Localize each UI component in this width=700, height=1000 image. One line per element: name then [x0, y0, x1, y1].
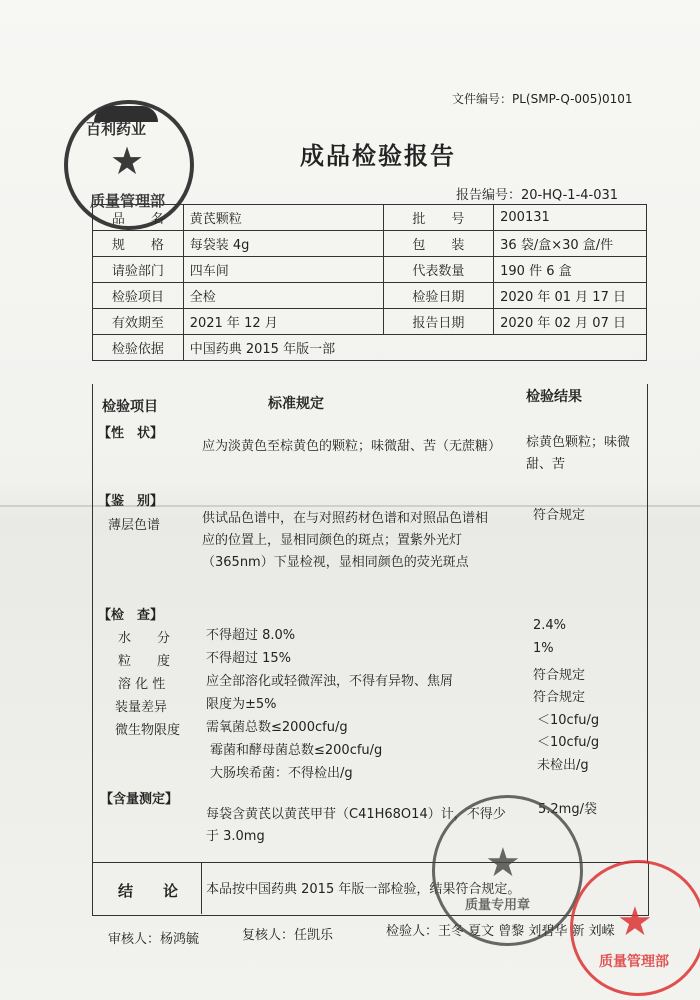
check-item-result: 符合规定: [533, 668, 586, 683]
label-cell: 包 装: [383, 231, 494, 257]
identification-result: 符合规定: [533, 508, 586, 523]
star-icon: ★: [485, 840, 521, 886]
column-header-result: 检验结果: [526, 389, 582, 405]
report-number: 报告编号：20-HQ-1-4-031: [456, 188, 619, 203]
frame-line: [92, 384, 93, 862]
check-item-name: 水 分: [118, 631, 171, 646]
frame-line: [647, 384, 648, 862]
red-quality-stamp: [570, 860, 700, 996]
value-cell: 中国药典 2015 年版一部: [183, 335, 646, 361]
value-cell: 2020 年 01 月 17 日: [494, 283, 647, 309]
page-title: 成品检验报告: [300, 142, 456, 170]
appearance-standard: 应为淡黄色至棕黄色的颗粒；味微甜、苦（无蔗糖）: [202, 439, 502, 454]
check-item-name: 粒 度: [118, 654, 171, 669]
check-item-name: 微生物限度: [115, 723, 181, 738]
conclusion-label: 结 论: [118, 882, 179, 900]
value-cell: 2021 年 12 月: [183, 309, 383, 335]
label-cell: 代表数量: [383, 257, 494, 283]
check-item-name: 溶 化 性: [118, 677, 166, 692]
value-cell: 200131: [494, 205, 647, 231]
value-cell: 四车间: [183, 257, 383, 283]
conclusion-text: 本品按中国药典 2015 年版一部检验，结果符合规定。: [206, 882, 521, 897]
info-table: [92, 204, 647, 361]
section-title-appearance: 【性 状】: [98, 426, 164, 441]
table-row: [93, 309, 647, 335]
check-item-standard: 应全部溶化或轻微浑浊，不得有异物、焦屑: [206, 674, 454, 689]
check-item-standard: 霉菌和酵母菌总数≤200cfu/g: [210, 743, 383, 758]
star-icon: ★: [110, 139, 145, 183]
check-item-result: 未检出/g: [537, 758, 589, 773]
label-cell: 请验部门: [93, 257, 184, 283]
value-cell: 2020 年 02 月 07 日: [494, 309, 647, 335]
document-number: 文件编号：PL(SMP-Q-005)0101: [452, 92, 633, 106]
check-item-result: 1%: [533, 641, 554, 656]
check-item-standard: 限度为±5%: [206, 697, 277, 712]
table-row: [93, 335, 647, 361]
value-cell: 全检: [183, 283, 383, 309]
label-cell: 检验项目: [93, 283, 184, 309]
conclusion-divider: [201, 862, 202, 914]
appearance-result: 棕黄色颗粒；味微甜、苦: [526, 435, 631, 472]
label-cell: 批 号: [383, 205, 494, 231]
section-title-check: 【检 查】: [98, 608, 164, 623]
table-row: [93, 283, 647, 309]
stamp-text: 质量管理部: [90, 192, 166, 210]
label-cell: 检验依据: [93, 335, 184, 361]
check-item-result: 2.4%: [533, 618, 567, 633]
label-cell: 报告日期: [383, 309, 494, 335]
table-row: [93, 205, 647, 231]
check-item-standard: 不得超过 15%: [206, 651, 292, 666]
assay-standard: 每袋含黄芪以黄芪甲苷（C41H68O14）计，不得少于 3.0mg: [206, 807, 506, 844]
section-title-identification: 【鉴 别】: [98, 494, 164, 509]
check-item-result: 符合规定: [533, 690, 586, 705]
identification-standard: 供试品色谱中，在与对照药材色谱和对照品色谱相应的位置上，显相同颜色的斑点；置紫外光灯（365nm）下显检视，显相同颜色的荧光斑点: [202, 511, 489, 570]
value-cell: 每袋装 4g: [183, 231, 383, 257]
label-cell: 检验日期: [383, 283, 494, 309]
value-cell: 190 件 6 盒: [494, 257, 647, 283]
value-cell: 黄芪颗粒: [183, 205, 383, 231]
check-item-standard: 需氧菌总数≤2000cfu/g: [206, 720, 348, 735]
star-icon: ★: [617, 899, 653, 945]
identification-item: 薄层色谱: [108, 518, 161, 533]
assay-result: 5.2mg/袋: [538, 802, 597, 817]
quality-seal-stamp: [432, 795, 583, 946]
check-item-standard: 不得超过 8.0%: [206, 628, 296, 643]
stamp-text: 质量管理部: [599, 954, 669, 970]
check-item-standard: 大肠埃希菌：不得检出/g: [210, 766, 353, 781]
column-header-standard: 标准规定: [268, 396, 324, 412]
reviewer-signature: 审核人：杨鸿毓: [108, 932, 200, 947]
inspector-signature: 检验人：王冬 夏文 曾黎 刘碧华 新 刘嵘: [386, 924, 615, 939]
check-item-name: 装量差异: [115, 700, 168, 715]
stamp-text: 质量专用章: [465, 898, 531, 913]
value-cell: 36 袋/盒×30 盒/件: [494, 231, 647, 257]
table-row: [93, 231, 647, 257]
label-cell: 规 格: [93, 231, 184, 257]
rechecker-signature: 复核人：任凯乐: [242, 928, 334, 943]
check-item-result: ＜10cfu/g: [537, 713, 600, 728]
section-title-assay: 【含量测定】: [100, 792, 179, 807]
label-cell: 品 名: [93, 205, 184, 231]
column-header-item: 检验项目: [102, 399, 158, 415]
logo-text: 百利药业: [86, 120, 147, 138]
check-item-result: ＜10cfu/g: [537, 735, 600, 750]
label-cell: 有效期至: [93, 309, 184, 335]
table-row: [93, 257, 647, 283]
